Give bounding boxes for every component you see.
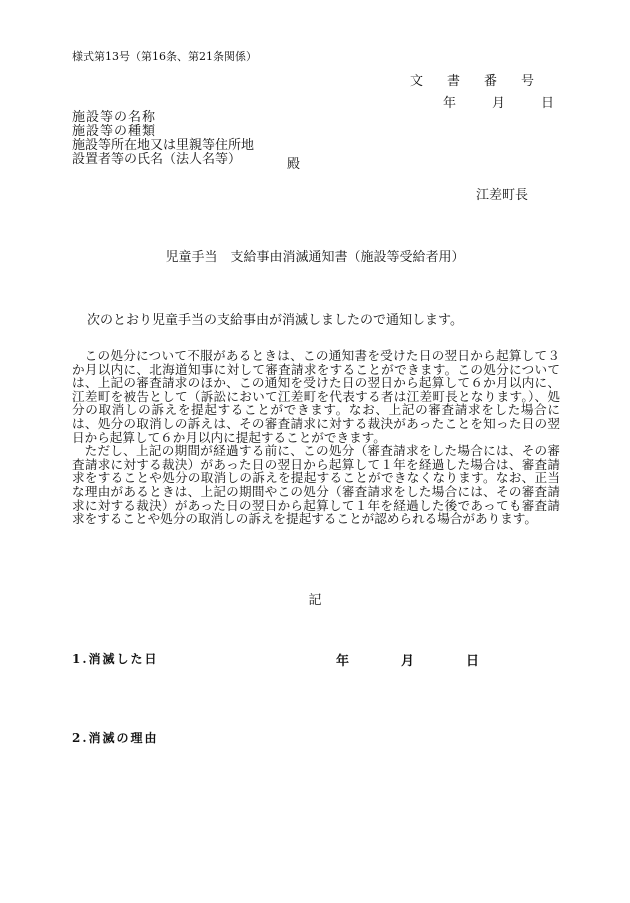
item-1-year: 年 [336, 654, 350, 669]
form-number: 様式第13号（第16条、第21条関係） [72, 50, 257, 63]
ki-heading: 記 [308, 593, 322, 608]
honorific: 殿 [287, 157, 301, 172]
item-1-date [336, 650, 531, 669]
intro-text: 次のとおり児童手当の支給事由が消滅しましたので通知します。 [87, 313, 463, 328]
appeal-notice [72, 349, 560, 526]
document-number-label: 文書番号 [409, 74, 558, 89]
item-2-label: 2.消滅の理由 [72, 731, 159, 745]
facility-name-label: 施設等の名称 [72, 110, 157, 125]
issue-date-day: 日 [540, 96, 558, 111]
appeal-paragraph-2: ただし、上記の期間が経過する前に、この処分（審査請求をした場合には、その審査請求に対する裁決）があった日の翌日から起算して１年を経過した場合は、審査請求をすることや処分の取消しの訴えを提起することができなくなります。なお、正当な理由があるときは、上記の期間やこの処分（審査請求をした場合には、その審査請求に対する裁決）があった日の翌日から起算して１年を経過した後であっても審査請求をすることや処分の取消しの訴えを提起することが認められる場合があります。 [72, 443, 560, 527]
item-1-month: 月 [401, 654, 415, 669]
issue-date-year: 年 [442, 96, 460, 111]
document-title: 児童手当 支給事由消滅通知書（施設等受給者用） [165, 250, 465, 265]
issue-date [411, 92, 558, 111]
facility-type-label: 施設等の種類 [72, 124, 157, 139]
item-1-label: 1.消滅した日 [72, 652, 159, 666]
issue-date-month: 月 [491, 96, 509, 111]
operator-name-label: 設置者等の氏名（法人名等） [72, 152, 242, 167]
sender-mayor: 江差町長 [475, 188, 528, 203]
facility-address-label: 施設等所在地又は里親等住所地 [72, 138, 255, 153]
appeal-paragraph-1: この処分について不服があるときは、この通知書を受けた日の翌日から起算して３か月以内に、北海道知事に対して審査請求をすることができます。この処分については、上記の審査請求のほか、この通知を受けた日の翌日から起算して６か月以内に、江差町を被告として（訴訟において江差町を代表する者は江差町長となります。）、処分の取消しの訴えを提起することができます。なお、上記の審査請求をした場合には、処分の取消しの訴えは、その審査請求に対する裁決があったことを知った日の翌日から起算して６か月以内に提起することができます。 [72, 348, 560, 445]
item-1-day: 日 [466, 654, 480, 669]
